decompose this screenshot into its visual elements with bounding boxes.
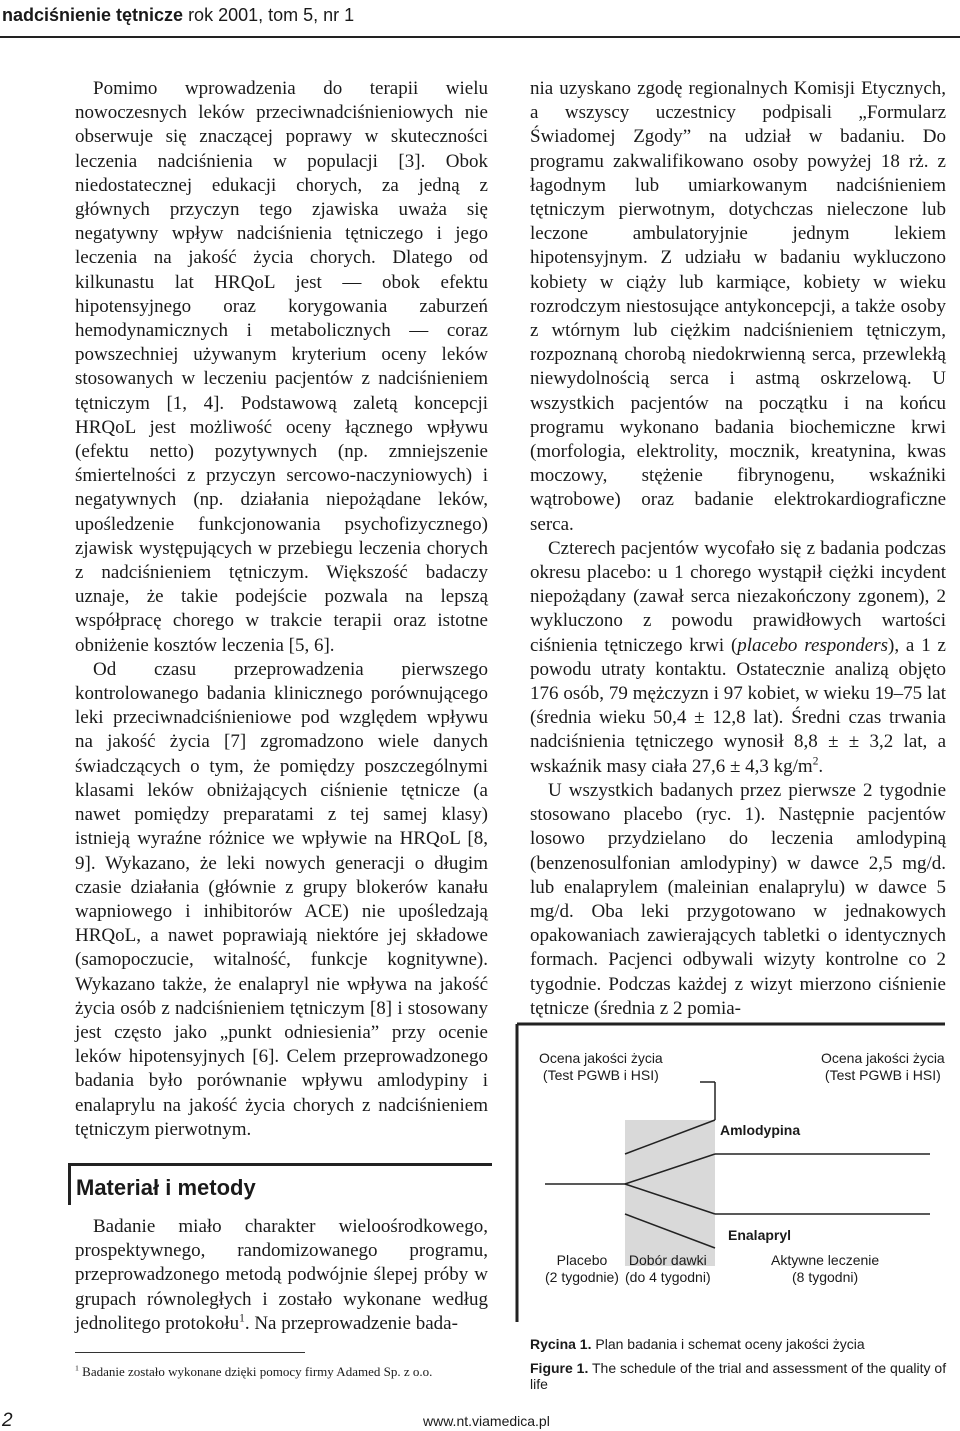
caption-label: Rycina 1. — [530, 1336, 592, 1352]
running-header — [0, 0, 960, 40]
footnote-mark: 1 — [75, 1363, 79, 1373]
italic-term: placebo responders — [737, 634, 889, 656]
enalapryl-label: Enalapryl — [728, 1227, 792, 1243]
active-phase-label — [771, 1252, 879, 1286]
label-line: Placebo — [556, 1252, 608, 1268]
label-line: (2 tygodnie) — [545, 1269, 619, 1285]
footnote-ref: 1 — [239, 1312, 245, 1325]
text-run: . — [818, 755, 824, 777]
journal-issue: rok 2001, tom 5, nr 1 — [183, 5, 355, 25]
label-line: (do 4 tygodni) — [625, 1269, 711, 1285]
paragraph — [75, 1215, 488, 1336]
label-line: (Test PGWB i HSI) — [824, 1067, 941, 1083]
text-run: Badanie miało charakter wieloośrodkowego, prospektywnego, randomizowanego programu, przeprowadzonego metodą podwójnie ślepej próby w grupach równoległych i zostało wykonane według jednolitego protokołu — [75, 1216, 488, 1334]
label-line: Dobór dawki — [628, 1252, 707, 1268]
qol-start-label — [539, 1050, 663, 1084]
methods-text — [75, 1215, 488, 1336]
website-link[interactable]: www.nt.viamedica.pl — [423, 1413, 550, 1429]
paragraph: U wszystkich badanych przez pierwsze 2 tygodnie stosowano placebo (ryc. 1). Następnie pacjentów losowo przydzielano do leczenia amlodypiną (benzenosulfonian amlodypiny) w dawce 2,5 mg/d. lub enalaprylem (maleinian enalaprylu) w dawce 5 mg/d. Oba leki przygotowano w jednakowych opakowaniach zawierających tabletki o identycznych formach. Pacjenci odbywali wizyty kontrolne co 2 tygodnie. Podczas każdej z wizyt mierzono ciśnienie tętnicze (średnia z 2 pomia- — [530, 779, 946, 1019]
text-run: ), a 1 z powodu utraty kontaktu. Ostatecznie analizą objęto 176 osób, 79 mężczyzn i 97 kobiet, w wieku 19–75 lat (średnia wieku 50,4 ± 12,8 lat). Średni czas trwania nadciśnienia tętniczego wynosił 8,8 ± ± 3,2 lat, a wskaźnik masy ciała 27,6 ± 4,3 kg/m — [530, 634, 946, 777]
qol-end-label — [821, 1050, 945, 1084]
section-title: Materiał i metody — [76, 1175, 256, 1200]
header-rule — [0, 36, 960, 38]
caption-label: Figure 1. — [530, 1360, 589, 1376]
text-run: . Na przeprowadzenie bada- — [244, 1312, 458, 1334]
placebo-phase-label — [545, 1252, 619, 1286]
figure-1 — [515, 1022, 945, 1322]
label-line: Ocena jakości życia — [539, 1050, 663, 1066]
footnote — [75, 1364, 432, 1380]
journal-name: nadciśnienie tętnicze — [2, 5, 184, 25]
paragraph: nia uzyskano zgodę regionalnych Komisji Etycznych, a wszyscy uczestnicy podpisali „Formularz Świadomej Zgody” na udział w badaniu. Do programu zakwalifikowano osoby powyżej 18 rż. z łagodnym lub umiarkowanym nadciśnieniem tętniczym pierwotnym, dotychczas nieleczone lub leczone ambulatoryjnie jednym lekiem hipotensyjnym. Z udziału w badaniu wykluczono kobiety w ciąży lub karmiące, kobiety w wieku rozrodczym niestosujące antykoncepcji, a także osoby z wtórnym lub ciężkim nadciśnieniem tętniczym, rozpoznaną chorobą niedokrwienną serca, przewlekłą niewydolnością serca i astmą oskrzelową. U wszystkich pacjentów na początku i na końcu programu wykonano badania biochemiczne krwi (morfologia, elektrolity, mocznik, kreatynina, kwas moczowy, stężenie fibrynogenu, wskaźniki wątrobowe) oraz badanie elektrokardiograficzne serca. — [530, 78, 946, 535]
footnote-text: Badanie zostało wykonane dzięki pomocy firmy Adamed Sp. z o.o. — [78, 1364, 433, 1379]
right-column — [530, 77, 946, 1021]
paragraph: Pomimo wprowadzenia do terapii wielu nowoczesnych leków przeciwnadciśnieniowych nie obserwuje się znaczącej poprawy w skuteczności leczenia nadciśnienia w populacji [3]. Obok niedostatecznej edukacji chorych, za jedną z głównych przyczyn tego zjawiska uważa się negatywny wpływ nadciśnienia tętniczego i jego leczenia na jakość życia chorych. Dlatego od kilkunastu lat HRQoL jest — obok efektu hipotensyjnego oraz korygowania zaburzeń hemodynamicznych i metabolicznych — coraz powszechniej używanym kryterium oceny leków stosowanych w leczeniu pacjentów z nadciśnieniem tętniczym [1, 4]. Podstawową zaletą koncepcji HRQoL jest możliwość oceny łącznego wpływu (efektu netto) pozytywnych (np. zmniejszenie śmiertelności z przyczyn sercowo-naczyniowych) i negatywnych (np. działania niepożądane leków, upośledzenie funkcjonowania psychofizycznego) zjawisk występujących w przebiegu leczenia chorych z nadciśnieniem tętniczym. Większość badaczy uznaje, że takie podejście pozwala na lepszą współpracę chorego w trakcie terapii oraz istotne obniżenie kosztów leczenia [5, 6]. — [75, 78, 488, 656]
label-line: (Test PGWB i HSI) — [542, 1067, 659, 1083]
amlodypina-label: Amlodypina — [720, 1122, 801, 1138]
caption-text: The schedule of the trial and assessment of the quality of life — [530, 1360, 947, 1392]
dose-phase-label — [625, 1252, 711, 1286]
left-column — [75, 77, 488, 1142]
paragraph: Od czasu przeprowadzenia pierwszego kontrolowanego badania klinicznego porównującego leki przeciwnadciśnieniowe pod względem wpływu na jakość życia [7] zgromadzono wiele danych świadczących o tym, że pomiędzy poszczególnymi klasami leków obniżających ciśnienie tętnicze (a nawet pomiędzy preparatami z tej samej klasy) istnieją wyraźne różnice we wpływie na HRQoL [8, 9]. Wykazano, że leki nowych generacji o długim czasie działania (głównie z grupy blokerów kanału wapniowego i inhibitorów ACE) nie upośledzają HRQoL, a nawet poprawiają niektóre jej składowe (samopoczucie, witalność, funkcje kognitywne). Wykazano także, że enalapryl nie wpływa na jakość życia osób z nadciśnieniem tętniczym [8] i stosowany jest często jako „punkt odniesienia” przy ocenie leków hipotensyjnych [6]. Celem przeprowadzonego badania było porównanie wpływu amlodypiny i enalaprylu na jakość życia chorych z nadciśnieniem tętniczym pierwotnym. — [75, 658, 488, 1140]
timeline-lines — [545, 1082, 930, 1248]
caption-text: Plan badania i schemat oceny jakości życia — [591, 1336, 865, 1352]
dose-titration-shade — [625, 1120, 715, 1266]
caption-en — [530, 1360, 960, 1392]
paragraph — [530, 537, 946, 779]
label-line: Aktywne leczenie — [771, 1252, 880, 1268]
label-line: (8 tygodni) — [792, 1269, 859, 1285]
superscript: 2 — [812, 755, 819, 768]
page-number: 2 — [2, 1410, 13, 1431]
label-line: Ocena jakości życia — [821, 1050, 945, 1066]
header-text — [2, 5, 354, 26]
text-run: Czterech pacjentów wycofało się z badania podczas okresu placebo: u 1 chorego wystąpił ciężki incydent niepożądany (zawał serca niezakończony zgonem), 2 wykluczono z powodu prawidłowych wartości ciśnienia tętniczego krwi ( — [530, 537, 946, 656]
caption-pl — [530, 1336, 865, 1352]
footnote-rule — [75, 1352, 305, 1353]
